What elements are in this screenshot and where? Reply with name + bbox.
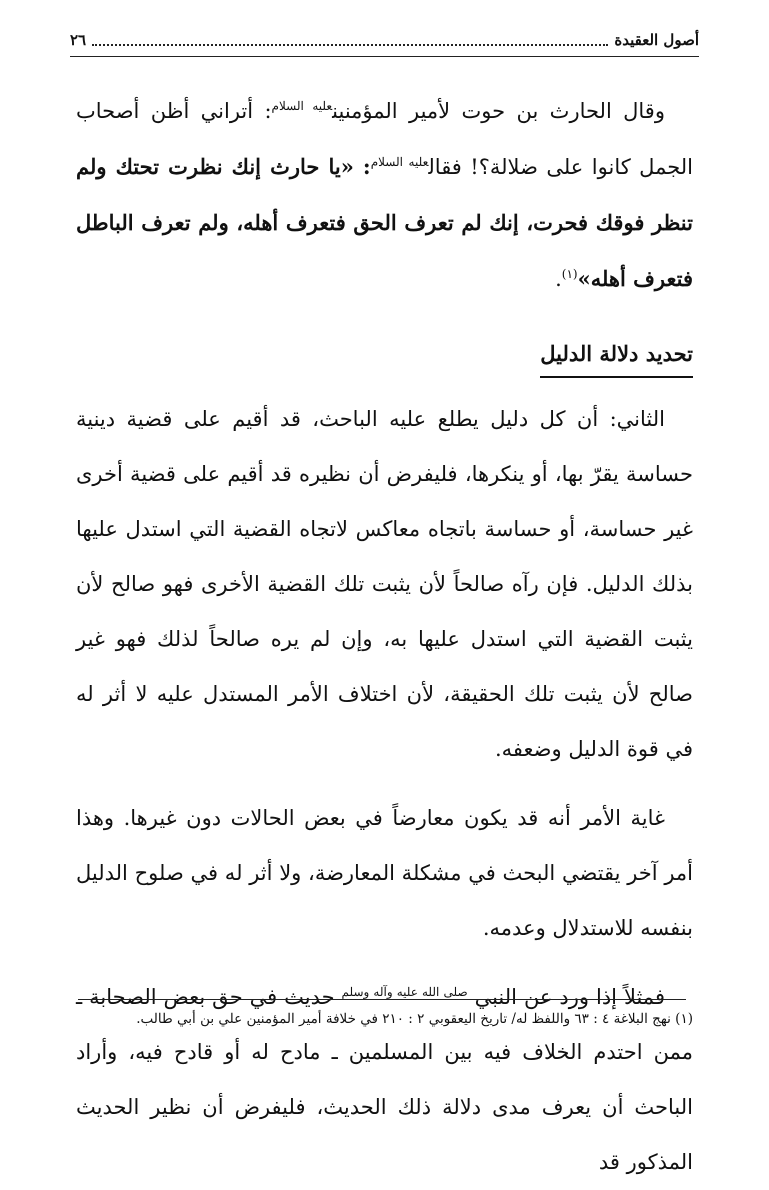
paragraph-harith-quote	[76, 84, 693, 307]
text-segment: وقال الحارث بن حوت لأمير المؤمنين	[332, 99, 665, 123]
honorific: عليه السلام	[370, 155, 429, 169]
page-number: ٢٦	[70, 31, 87, 49]
heading-wrapper	[76, 327, 693, 382]
paragraph-opposition: غاية الأمر أنه قد يكون معارضاً في بعض الحالات دون غيرها. وهذا أمر آخر يقتضي البحث في مشكلة المعارضة، ولا أثر له في صلوح الدليل بنفسه للاستدلال وعدمه.	[76, 806, 693, 940]
text-segment: حديث في حق بعض الصحابة ـ ممن احتدم الخلاف فيه بين المسلمين ـ مادح له أو قادح فيه، وأراد الباحث أن يعرف مدى دلالة ذلك الحديث، فليفرض أن نظير الحديث المذكور قد	[76, 985, 693, 1174]
running-header	[70, 26, 699, 54]
quote-text: : «يا حارث إنك نظرت تحتك ولم تنظر فوقك فحرت، إنك لم تعرف الحق فتعرف أهله، ولم تعرف الباطل فتعرف أهله»	[76, 154, 693, 291]
footnote-marker: (١)	[561, 267, 578, 281]
paragraph-second-point: الثاني: أن كل دليل يطلع عليه الباحث، قد أقيم على قضية دينية حساسة يقرّ بها، أو ينكرها، فليفرض أن نظيره قد أقيم على قضية أخرى غير حساسة، أو حساسة باتجاه معاكس لاتجاه القضية التي استدل عليها بذلك الدليل. فإن رآه صالحاً لأن يثبت تلك القضية الأخرى فهو صالح لأن يثبت القضية التي استدل عليها به، وإن لم يره صالحاً لذلك فهو غير صالح لأن يثبت تلك الحقيقة، لأن اختلاف الأمر المستدل عليه لا أثر له في قوة الدليل وضعفه.	[76, 407, 693, 761]
text-segment: : أتراني أظن أصحاب الجمل كانوا على ضلالة؟! فقال	[76, 99, 693, 179]
footnote-rule	[78, 999, 686, 1000]
text-segment: فمثلاً إذا ورد عن النبي	[474, 985, 665, 1009]
running-title: أصول العقيدة	[614, 31, 699, 49]
section-heading: تحديد دلالة الدليل	[540, 334, 693, 378]
paragraph-example	[76, 970, 693, 1190]
header-dot-leader	[92, 34, 608, 46]
honorific: صلى الله عليه وآله وسلم	[341, 985, 468, 999]
footnote: (١) نهج البلاغة ٤ : ٦٣ واللفظ له/ تاريخ اليعقوبي ٢ : ٢١٠ في خلافة أمير المؤمنين علي بن أبي طالب.	[136, 1011, 693, 1027]
header-rule	[70, 56, 699, 57]
honorific: عليه السلام	[271, 99, 333, 113]
text-segment: .	[555, 267, 562, 291]
